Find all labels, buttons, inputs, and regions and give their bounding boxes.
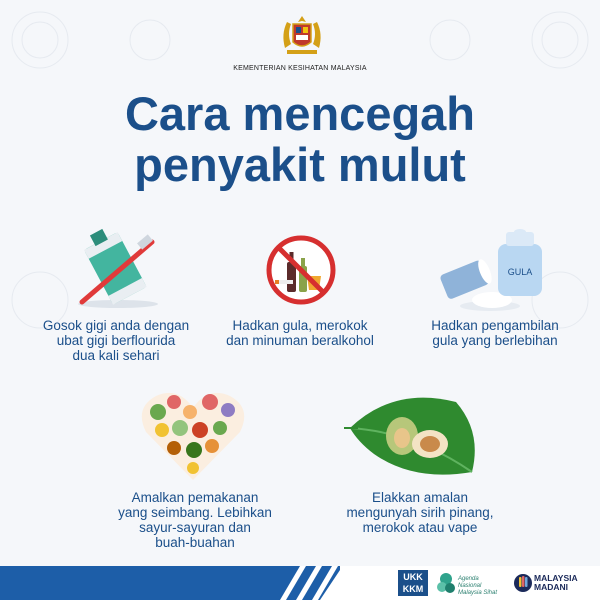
tip-betel-line2: mengunyah sirih pinang, — [346, 505, 494, 520]
tip-betel-line1: Elakkan amalan — [371, 490, 469, 505]
tip-brush-caption — [20, 318, 212, 363]
tip-sugar-line1: Hadkan pengambilan — [431, 318, 559, 333]
agenda-nasional-icon — [436, 571, 456, 595]
tip-betel-caption — [322, 490, 518, 535]
madani-hand-icon — [514, 571, 532, 595]
ukkm-line2: KKM — [402, 584, 424, 594]
tip-brush-line3: dua kali sehari — [72, 348, 160, 363]
betel-leaf-icon — [344, 392, 484, 480]
toothpaste-toothbrush-icon — [72, 218, 162, 310]
tip-sugar-caption — [405, 318, 585, 348]
tip-limit-caption — [210, 318, 390, 348]
malaysia-madani-logo — [514, 570, 594, 596]
madani-text — [534, 574, 578, 592]
no-alcohol-smoking-icon — [263, 232, 339, 308]
tip-diet-line1: Amalkan pemakanan — [131, 490, 259, 505]
tip-limit-line1: Hadkan gula, merokok — [232, 318, 368, 333]
tip-diet-line4: buah-buahan — [155, 535, 235, 550]
page-title-line2: penyakit mulut — [134, 138, 466, 191]
ukkm-logo — [398, 570, 428, 596]
tip-brush-line1: Gosok gigi anda dengan — [42, 318, 190, 333]
ukkm-line1: UKK — [403, 572, 423, 582]
madani-line1: MALAYSIA — [534, 573, 578, 583]
crest-icon — [275, 14, 329, 60]
tip-diet-line3: sayur-sayuran dan — [139, 520, 251, 535]
tip-brush-line2: ubat gigi berflourida — [56, 333, 176, 348]
agenda-line1: Agenda Nasional — [458, 576, 482, 589]
agenda-line2: Malaysia Sihat — [458, 590, 498, 596]
tip-limit-line2: dan minuman beralkohol — [226, 333, 374, 348]
page-title-line1: Cara mencegah — [124, 87, 476, 140]
sugar-jar-icon — [438, 226, 548, 314]
jar-label: GULA — [507, 267, 533, 277]
agenda-nasional-text — [458, 576, 502, 597]
footer-bar — [0, 566, 340, 600]
heart-food-icon — [138, 388, 248, 484]
tip-diet-caption — [100, 490, 290, 550]
agenda-nasional-logo — [436, 570, 502, 596]
tip-sugar-line2: gula yang berlebihan — [432, 333, 558, 348]
madani-line2: MADANI — [534, 582, 568, 592]
tip-betel-line3: merokok atau vape — [362, 520, 478, 535]
tip-diet-line2: yang seimbang. Lebihkan — [118, 505, 272, 520]
ministry-name: KEMENTERIAN KESIHATAN MALAYSIA — [233, 65, 367, 72]
